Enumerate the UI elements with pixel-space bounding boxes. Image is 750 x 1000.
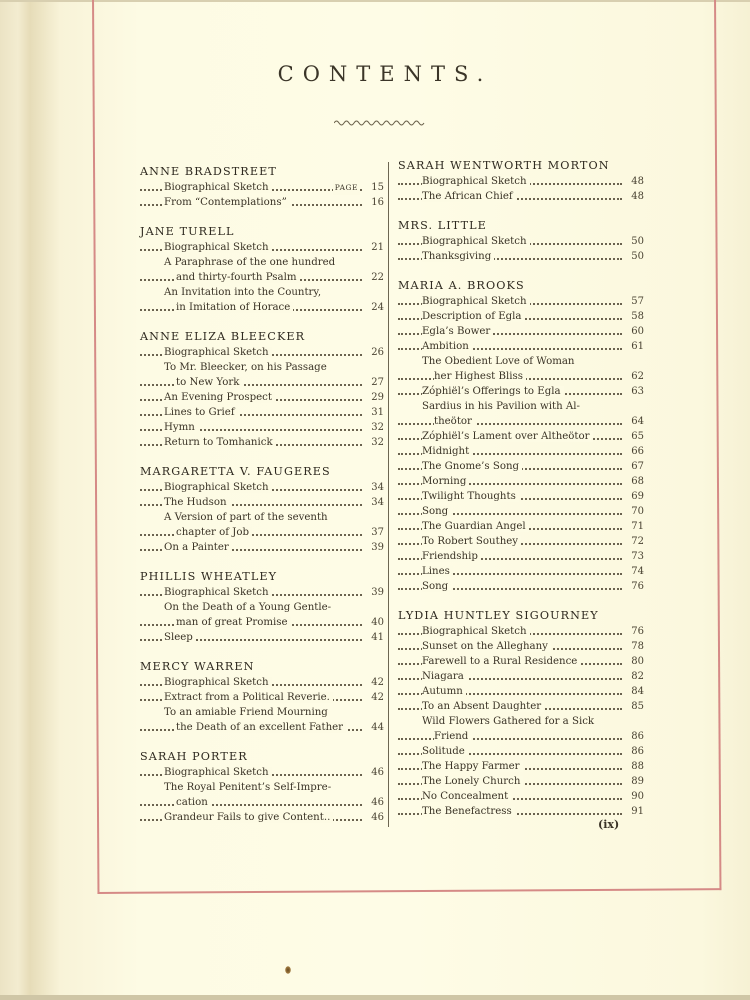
page-number: 29: [371, 392, 384, 403]
contents-entry[interactable]: [398, 729, 644, 744]
page-number: 72: [631, 536, 644, 547]
contents-entry[interactable]: [140, 435, 384, 450]
entry-title: Lines to Grief: [164, 407, 238, 418]
section-gap: [140, 315, 384, 329]
page-number: 48: [631, 176, 644, 187]
section-gap: [140, 735, 384, 749]
contents-entry[interactable]: [398, 534, 644, 549]
entry-title: Sunset on the Alleghany: [422, 641, 551, 652]
contents-entry[interactable]: [140, 630, 384, 645]
page-number: 88: [631, 761, 644, 772]
page-number: 65: [631, 431, 644, 442]
page-number: 42: [371, 692, 384, 703]
contents-right-column: [398, 158, 644, 819]
entry-title: Twilight Thoughts: [422, 491, 519, 502]
contents-entry[interactable]: [398, 699, 644, 714]
contents-entry[interactable]: [398, 459, 644, 474]
contents-entry[interactable]: [398, 294, 644, 309]
entry-title: Midnight: [422, 446, 472, 457]
page-number: 60: [631, 326, 644, 337]
contents-entry-line[interactable]: [398, 714, 644, 729]
page-number: 31: [371, 407, 384, 418]
contents-entry[interactable]: [140, 180, 384, 195]
page-number: 27: [371, 377, 384, 388]
author-heading: SARAH WENTWORTH MORTON: [398, 159, 610, 172]
entry-title: An Invitation into the Country,: [164, 287, 322, 298]
contents-entry-line[interactable]: [140, 285, 384, 300]
entry-title: Zóphiël’s Lament over Altheötor: [422, 431, 593, 442]
author-heading: SARAH PORTER: [140, 750, 248, 763]
entry-title: man of great Promise: [176, 617, 291, 628]
page-number: 15: [371, 182, 384, 193]
entry-title: Solitude: [422, 746, 468, 757]
entry-title: The Guardian Angel: [422, 521, 529, 532]
entry-title: Zóphiël’s Offerings to Egla: [422, 386, 564, 397]
section-gap: [398, 264, 644, 278]
entry-title: Return to Tomhanick: [164, 437, 276, 448]
page-number: 39: [371, 587, 384, 598]
entry-title: chapter of Job: [176, 527, 252, 538]
section-gap: [398, 594, 644, 608]
page-number: 63: [631, 386, 644, 397]
author-heading: JANE TURELL: [140, 225, 235, 238]
author-section: [140, 569, 384, 645]
page-number: 26: [371, 347, 384, 358]
author-section: [398, 158, 644, 204]
contents-entry-line[interactable]: [140, 360, 384, 375]
contents-entry[interactable]: [398, 249, 644, 264]
page-number: 90: [631, 791, 644, 802]
contents-entry[interactable]: [140, 525, 384, 540]
page-number: 32: [371, 437, 384, 448]
page-number: 41: [371, 632, 384, 643]
page-number: 80: [631, 656, 644, 667]
entry-title: Grandeur Fails to give Content..: [164, 812, 333, 823]
page-number: 16: [371, 197, 384, 208]
page-number: 91: [631, 806, 644, 817]
entry-title: Biographical Sketch: [422, 296, 530, 307]
contents-entry[interactable]: [140, 690, 384, 705]
page-number: 22: [371, 272, 384, 283]
paper-stain: [285, 966, 291, 974]
entry-title: her Highest Bliss: [434, 371, 526, 382]
section-gap: [140, 210, 384, 224]
contents-entry[interactable]: [398, 654, 644, 669]
entry-title: The African Chief: [422, 191, 516, 202]
contents-entry[interactable]: [398, 804, 644, 819]
entry-title: The Gnome’s Song: [422, 461, 522, 472]
contents-entry[interactable]: [398, 429, 644, 444]
contents-entry[interactable]: [398, 189, 644, 204]
contents-entry[interactable]: [398, 384, 644, 399]
section-gap: [140, 645, 384, 659]
page-number: 32: [371, 422, 384, 433]
contents-entry[interactable]: [140, 420, 384, 435]
page-number: 64: [631, 416, 644, 427]
entry-title: A Paraphrase of the one hundred: [164, 257, 336, 268]
author-heading: MARIA A. BROOKS: [398, 279, 525, 292]
entry-title: To Mr. Bleecker, on his Passage: [164, 362, 327, 373]
entry-title: No Concealment: [422, 791, 511, 802]
page-number: 66: [631, 446, 644, 457]
page-number: 46: [371, 767, 384, 778]
entry-title: theötor: [434, 416, 475, 427]
page-column-label: PAGE: [333, 180, 360, 195]
contents-entry[interactable]: [140, 795, 384, 810]
page-number: 57: [631, 296, 644, 307]
entry-title: Biographical Sketch: [164, 347, 272, 358]
entry-title: Song: [422, 581, 451, 592]
wavy-rule-ornament-icon: [334, 118, 426, 128]
contents-entry[interactable]: [140, 300, 384, 315]
author-heading: ANNE ELIZA BLEECKER: [140, 330, 306, 343]
page-number: 84: [631, 686, 644, 697]
contents-entry[interactable]: [140, 765, 384, 780]
contents-entry[interactable]: [398, 759, 644, 774]
entry-title: On a Painter: [164, 542, 232, 553]
contents-entry[interactable]: [398, 639, 644, 654]
contents-entry[interactable]: [398, 489, 644, 504]
contents-entry-line[interactable]: [140, 780, 384, 795]
author-heading: MERCY WARREN: [140, 660, 255, 673]
page-number: 76: [631, 581, 644, 592]
entry-title: The Hudson: [164, 497, 230, 508]
contents-entry[interactable]: [398, 684, 644, 699]
author-section: [140, 464, 384, 555]
page-number: 39: [371, 542, 384, 553]
contents-entry[interactable]: [398, 624, 644, 639]
entry-title: Biographical Sketch: [164, 587, 272, 598]
contents-entry[interactable]: [140, 195, 384, 210]
dot-leader: [140, 384, 362, 386]
contents-entry[interactable]: [140, 540, 384, 555]
entry-title: Biographical Sketch: [164, 767, 272, 778]
contents-entry[interactable]: [140, 390, 384, 405]
entry-title: Autumn: [422, 686, 466, 697]
contents-entry[interactable]: [398, 174, 644, 189]
entry-title: Morning: [422, 476, 469, 487]
entry-title: Biographical Sketch: [164, 182, 272, 193]
page-number: 82: [631, 671, 644, 682]
contents-entry-line[interactable]: [140, 255, 384, 270]
entry-title: Friendship: [422, 551, 481, 562]
section-gap: [140, 555, 384, 569]
contents-entry[interactable]: [398, 369, 644, 384]
entry-title: Extract from a Political Reverie.: [164, 692, 333, 703]
contents-entry[interactable]: [398, 414, 644, 429]
author-section: [398, 218, 644, 264]
contents-entry[interactable]: [140, 480, 384, 495]
contents-entry[interactable]: [140, 405, 384, 420]
page-number: 70: [631, 506, 644, 517]
entry-title: Farewell to a Rural Residence: [422, 656, 580, 667]
contents-entry[interactable]: [140, 720, 384, 735]
page-number: 74: [631, 566, 644, 577]
entry-title: Biographical Sketch: [422, 626, 530, 637]
entry-title: An Evening Prospect: [164, 392, 275, 403]
page-number: 78: [631, 641, 644, 652]
contents-entry[interactable]: [398, 474, 644, 489]
entry-title: Egla’s Bower: [422, 326, 493, 337]
page-title: CONTENTS.: [277, 62, 493, 86]
dot-leader: [398, 738, 622, 740]
entry-title: to New York: [176, 377, 242, 388]
page-number: 86: [631, 731, 644, 742]
page-number: 86: [631, 746, 644, 757]
entry-title: Friend: [434, 731, 471, 742]
entry-title: Sleep: [164, 632, 196, 643]
page-number: 58: [631, 311, 644, 322]
contents-entry-line[interactable]: [140, 510, 384, 525]
page-number: 34: [371, 497, 384, 508]
entry-title: The Obedient Love of Woman: [422, 356, 575, 367]
contents-entry[interactable]: [398, 549, 644, 564]
contents-entry[interactable]: [140, 585, 384, 600]
entry-title: To an Absent Daughter: [422, 701, 544, 712]
page-number: 85: [631, 701, 644, 712]
entry-title: Ambition: [422, 341, 472, 352]
entry-title: in Imitation of Horace: [176, 302, 293, 313]
contents-entry-line[interactable]: [398, 354, 644, 369]
contents-left-column: [140, 164, 384, 825]
contents-entry[interactable]: [140, 375, 384, 390]
contents-entry-line[interactable]: [140, 600, 384, 615]
entry-title: and thirty-fourth Psalm: [176, 272, 300, 283]
page-number: 61: [631, 341, 644, 352]
page-number: 73: [631, 551, 644, 562]
author-heading: ANNE BRADSTREET: [140, 165, 277, 178]
entry-title: Sardius in his Pavilion with Al-: [422, 401, 580, 412]
page-number: 44: [371, 722, 384, 733]
contents-entry[interactable]: [398, 579, 644, 594]
entry-title: The Royal Penitent’s Self-Impre-: [164, 782, 332, 793]
entry-title: Hymn: [164, 422, 198, 433]
entry-title: Biographical Sketch: [422, 236, 530, 247]
contents-entry[interactable]: [398, 504, 644, 519]
section-gap: [398, 204, 644, 218]
contents-entry[interactable]: [398, 564, 644, 579]
page-number: 21: [371, 242, 384, 253]
entry-title: To an amiable Friend Mourning: [164, 707, 328, 718]
page-number: 68: [631, 476, 644, 487]
contents-entry[interactable]: [140, 270, 384, 285]
page-number: 48: [631, 191, 644, 202]
contents-entry[interactable]: [398, 669, 644, 684]
page-number: 76: [631, 626, 644, 637]
entry-title: Thanksgiving: [422, 251, 494, 262]
entry-title: From “Contemplations”: [164, 197, 290, 208]
page-number: 46: [371, 797, 384, 808]
contents-entry[interactable]: [398, 234, 644, 249]
author-heading: MARGARETTA V. FAUGERES: [140, 465, 331, 478]
entry-title: Description of Egla: [422, 311, 525, 322]
author-section: [398, 608, 644, 819]
page-bottom-edge: [0, 995, 750, 1000]
entry-title: On the Death of a Young Gentle-: [164, 602, 332, 613]
entry-title: Biographical Sketch: [164, 677, 272, 688]
entry-title: Biographical Sketch: [164, 482, 272, 493]
entry-title: Biographical Sketch: [164, 242, 272, 253]
page-number: 34: [371, 482, 384, 493]
contents-entry[interactable]: [140, 240, 384, 255]
contents-entry[interactable]: [398, 519, 644, 534]
column-divider: [388, 162, 389, 827]
author-heading: MRS. LITTLE: [398, 219, 487, 232]
author-section: [140, 224, 384, 315]
page-number: 50: [631, 236, 644, 247]
contents-entry[interactable]: [140, 675, 384, 690]
contents-entry[interactable]: [398, 339, 644, 354]
page-number: 89: [631, 776, 644, 787]
entry-title: Niagara: [422, 671, 467, 682]
contents-entry[interactable]: [398, 309, 644, 324]
contents-entry[interactable]: [398, 789, 644, 804]
author-section: [140, 749, 384, 825]
contents-entry[interactable]: [398, 774, 644, 789]
entry-title: To Robert Southey: [422, 536, 521, 547]
contents-entry-line[interactable]: [140, 705, 384, 720]
page-number: 46: [371, 812, 384, 823]
page-number: 37: [371, 527, 384, 538]
page-number: 40: [371, 617, 384, 628]
dot-leader: [398, 423, 622, 425]
contents-entry[interactable]: [140, 495, 384, 510]
contents-entry[interactable]: [398, 744, 644, 759]
contents-entry[interactable]: [140, 615, 384, 630]
page-number: 50: [631, 251, 644, 262]
contents-entry[interactable]: [140, 345, 384, 360]
author-section: [398, 278, 644, 594]
contents-entry[interactable]: [398, 444, 644, 459]
page-number: 42: [371, 677, 384, 688]
contents-entry-line[interactable]: [398, 399, 644, 414]
entry-title: Lines: [422, 566, 453, 577]
page-number: 71: [631, 521, 644, 532]
page-number: 67: [631, 461, 644, 472]
entry-title: Song: [422, 506, 451, 517]
contents-entry[interactable]: [398, 324, 644, 339]
entry-title: The Happy Farmer: [422, 761, 523, 772]
entry-title: the Death of an excellent Father: [176, 722, 346, 733]
section-gap: [140, 450, 384, 464]
contents-entry[interactable]: [140, 810, 384, 825]
author-section: [140, 329, 384, 450]
author-section: [140, 164, 384, 210]
entry-title: cation: [176, 797, 211, 808]
page-folio: (ix): [598, 818, 620, 831]
page-number: 62: [631, 371, 644, 382]
author-section: [140, 659, 384, 735]
author-heading: LYDIA HUNTLEY SIGOURNEY: [398, 609, 599, 622]
entry-title: A Version of part of the seventh: [164, 512, 328, 523]
dot-leader: [140, 804, 362, 806]
author-heading: PHILLIS WHEATLEY: [140, 570, 278, 583]
entry-title: Wild Flowers Gathered for a Sick: [422, 716, 595, 727]
entry-title: The Lonely Church: [422, 776, 523, 787]
entry-title: Biographical Sketch: [422, 176, 530, 187]
page-number: 24: [371, 302, 384, 313]
entry-title: The Benefactress: [422, 806, 515, 817]
page-number: 69: [631, 491, 644, 502]
